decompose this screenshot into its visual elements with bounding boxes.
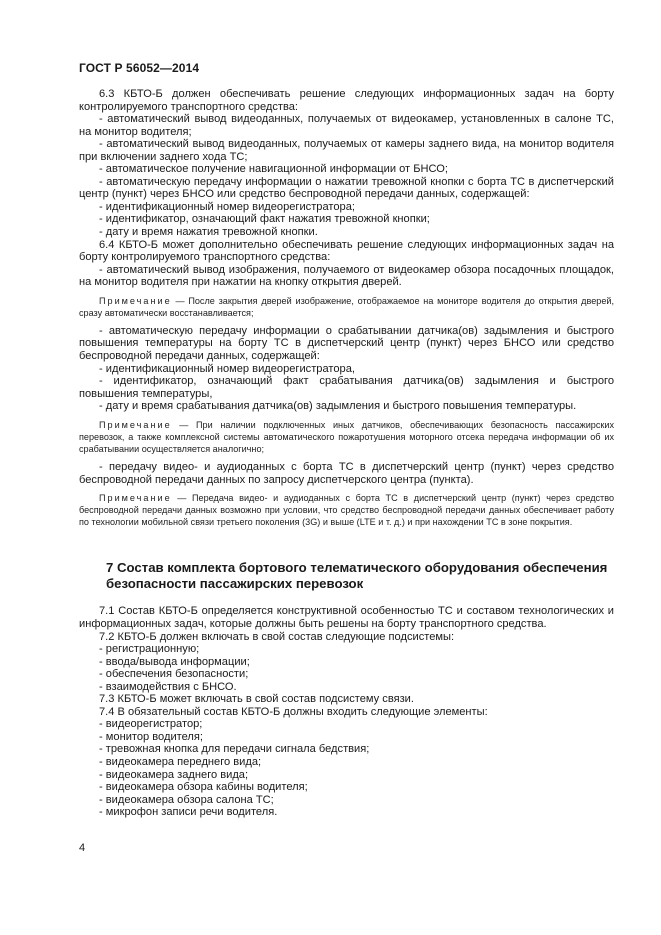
- clause-6-4: 6.4 КБТО-Б может дополнительно обеспечивать решение следующих информационных задач на борту контролируемого транспортного средства:: [79, 238, 614, 264]
- list-item: - идентификатор, означающий факт срабатывания датчика(ов) задымления и быстрого повышения температуры,: [79, 375, 614, 400]
- list-item: - идентификатор, означающий факт нажатия тревожной кнопки;: [99, 213, 430, 226]
- clause-6-3: 6.3 КБТО-Б должен обеспечивать решение следующих информационных задач на борту контролируемого транспортного средства:: [79, 88, 614, 113]
- list-item: - видеокамера обзора кабины водителя;: [99, 781, 308, 794]
- note-2: [79, 419, 614, 455]
- note-text: — При наличии подключенных иных датчиков, обеспечивающих безопасность пассажирских перевозок, а также комплексной системы автоматического пожаротушения моторного отсека передача информации об их срабатывании осуществляется аналогично;: [79, 419, 614, 454]
- note-1: [79, 295, 614, 319]
- list-item: - тревожная кнопка для передачи сигнала бедствия;: [99, 743, 370, 756]
- list-item: - идентификационный номер видеорегистратора,: [99, 362, 355, 375]
- list-item: - дату и время нажатия тревожной кнопки.: [99, 226, 318, 239]
- list-item: - автоматическую передачу информации о нажатии тревожной кнопки с борта ТС в диспетчерский центр (пункт) через БНСО или средство беспроводной передачи данных, содержащей:: [79, 175, 614, 201]
- note-text: — Передача видео- и аудиоданных с борта ТС в диспетчерский центр (пункт) через средство беспроводной передачи данных возможно при условии, что средство беспроводной передачи данных обеспечивает работу по технологии мобильной связи третьего поколения (3G) и выше (LTE и т. д.) и при нахождении ТС в зоне покрытия.: [79, 493, 614, 528]
- list-item: - обеспечения безопасности;: [99, 668, 249, 681]
- clause-7-2: 7.2 КБТО-Б должен включать в свой состав следующие подсистемы:: [99, 630, 455, 643]
- list-item: - видеокамера заднего вида;: [99, 768, 249, 781]
- section-7-heading: 7 Состав комплекта бортового телематического оборудования обеспечения безопасности пассажирских перевозок: [106, 560, 608, 591]
- list-item: - автоматический вывод изображения, получаемого от видеокамер обзора посадочных площадок, на монитор водителя при нажатии на кнопку открытия дверей.: [79, 263, 614, 289]
- list-item: - дату и время срабатывания датчика(ов) задымления и быстрого повышения температуры.: [99, 400, 577, 413]
- list-item: - идентификационный номер видеорегистратора;: [99, 200, 355, 213]
- list-item: - автоматическое получение навигационной информации от БНСО;: [99, 163, 448, 176]
- note-text: — После закрытия дверей изображение, отображаемое на мониторе водителя до открытия дверей, сразу автоматически восстанавливается;: [79, 295, 614, 318]
- note-3: [79, 492, 614, 528]
- list-item: - взаимодействия с БНСО.: [99, 680, 237, 693]
- list-item: - передачу видео- и аудиоданных с борта ТС в диспетчерский центр (пункт) через средство беспроводной передачи данных по запросу диспетчерского центра (пункта).: [79, 461, 614, 486]
- list-item: - автоматический вывод видеоданных, получаемых от камеры заднего вида, на монитор водителя при включении заднего хода ТС;: [79, 138, 614, 163]
- clause-7-1: 7.1 Состав КБТО-Б определяется конструктивной особенностью ТС и составом технологических и информационных задач, которые должны быть решены на борту транспортного средства.: [79, 605, 614, 630]
- page-content: [79, 88, 614, 819]
- list-item: - регистрационную;: [99, 643, 200, 656]
- list-item: - микрофон записи речи водителя.: [99, 806, 278, 819]
- list-item: - монитор водителя;: [99, 730, 203, 743]
- list-item: - ввода/вывода информации;: [99, 655, 250, 668]
- list-item: - автоматическую передачу информации о срабатывании датчика(ов) задымления и быстрого повышения температуры на борту ТС в диспетчерский центр (пункт) через БНСО или средство беспроводной передачи данных, содержащей:: [79, 324, 614, 363]
- note-label: Примечание: [99, 493, 172, 504]
- note-label: Примечание: [99, 295, 172, 306]
- list-item: - видеокамера переднего вида;: [99, 755, 262, 768]
- clause-7-4: 7.4 В обязательный состав КБТО-Б должны входить следующие элементы:: [99, 705, 488, 718]
- standard-header: ГОСТ Р 56052—2014: [79, 61, 200, 75]
- clause-7-3: 7.3 КБТО-Б может включать в свой состав подсистему связи.: [99, 693, 414, 706]
- list-item: - видеорегистратор;: [99, 718, 203, 731]
- list-item: - автоматический вывод видеоданных, получаемых от видеокамер, установленных в салоне ТС, на монитор водителя;: [79, 113, 614, 138]
- note-label: Примечание: [99, 419, 172, 430]
- list-item: - видеокамера обзора салона ТС;: [99, 793, 274, 806]
- page-number: 4: [79, 842, 86, 854]
